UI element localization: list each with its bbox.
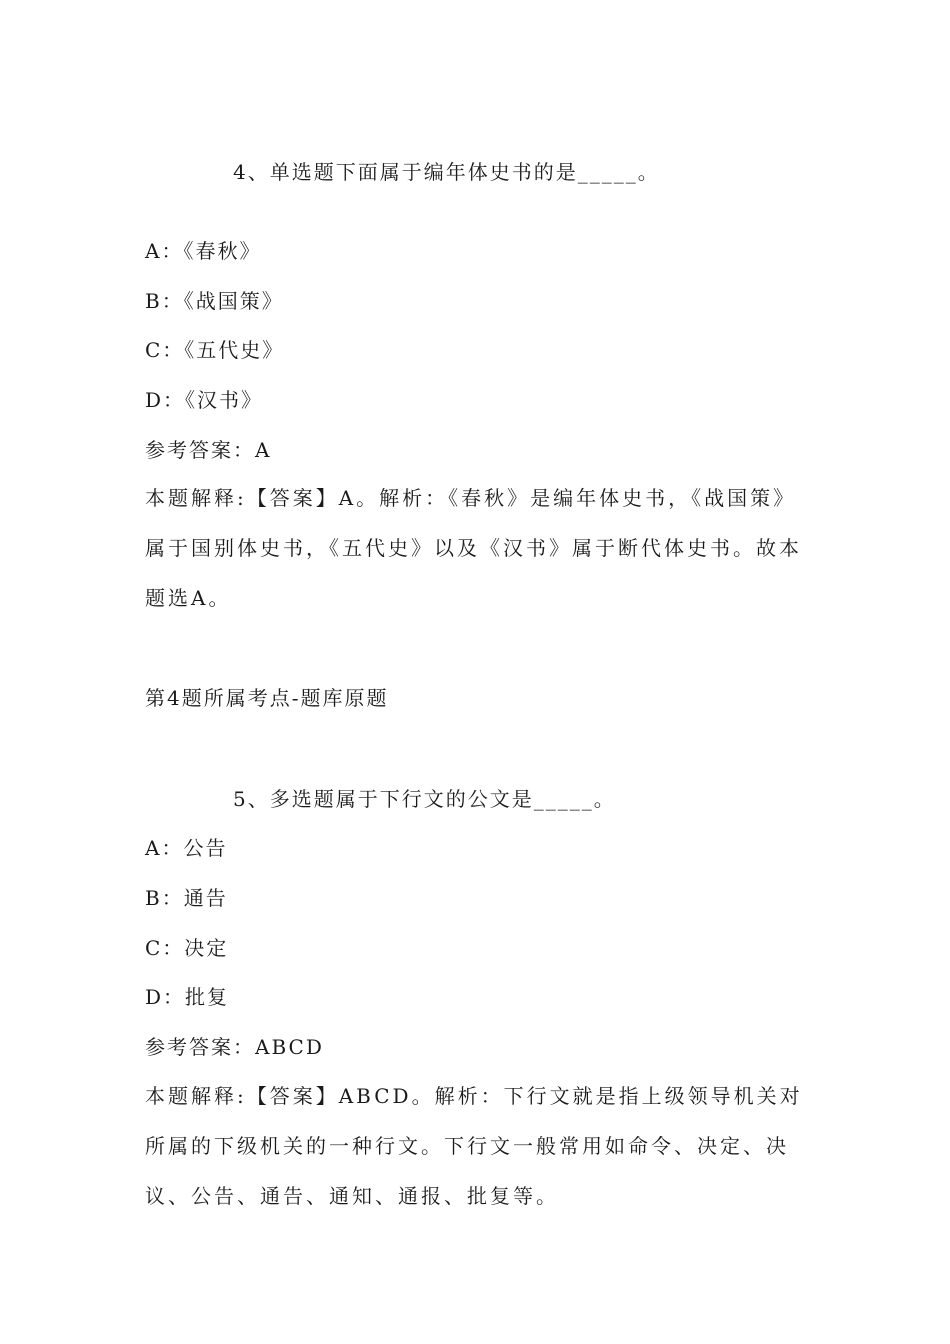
question-5-explanation: 本题解释:【答案】ABCD。解析：下行文就是指上级领导机关对所属的下级机关的一种行文。下行文一般常用如命令、决定、决议、公告、通告、通知、通报、批复等。 <box>145 1084 803 1208</box>
question-4-option-b: B：《战国策》 <box>145 289 284 313</box>
question-4-explanation: 本题解释:【答案】A。解析：《春秋》是编年体史书，《战国策》属于国别体史书，《五代史》以及《汉书》属于断代体史书。故本题选A。 <box>145 486 802 610</box>
question-5-option-a: A：公告 <box>145 836 228 860</box>
question-4-title: 4、单选题下面属于编年体史书的是_____。 <box>233 160 660 184</box>
question-5-answer: 参考答案：ABCD <box>145 1035 324 1059</box>
question-4-option-d: D：《汉书》 <box>145 388 264 412</box>
question-5-option-c: C：决定 <box>145 936 229 960</box>
question-4-answer: 参考答案：A <box>145 438 272 462</box>
question-4-option-a: A：《春秋》 <box>145 239 262 263</box>
question-5-option-b: B：通告 <box>145 886 228 910</box>
question-5-option-d: D：批复 <box>145 985 230 1009</box>
question-5-title: 5、多选题属于下行文的公文是_____。 <box>233 787 616 811</box>
question-4-option-c: C：《五代史》 <box>145 338 285 362</box>
question-4-knowledge-point: 第4题所属考点-题库原题 <box>145 686 389 710</box>
